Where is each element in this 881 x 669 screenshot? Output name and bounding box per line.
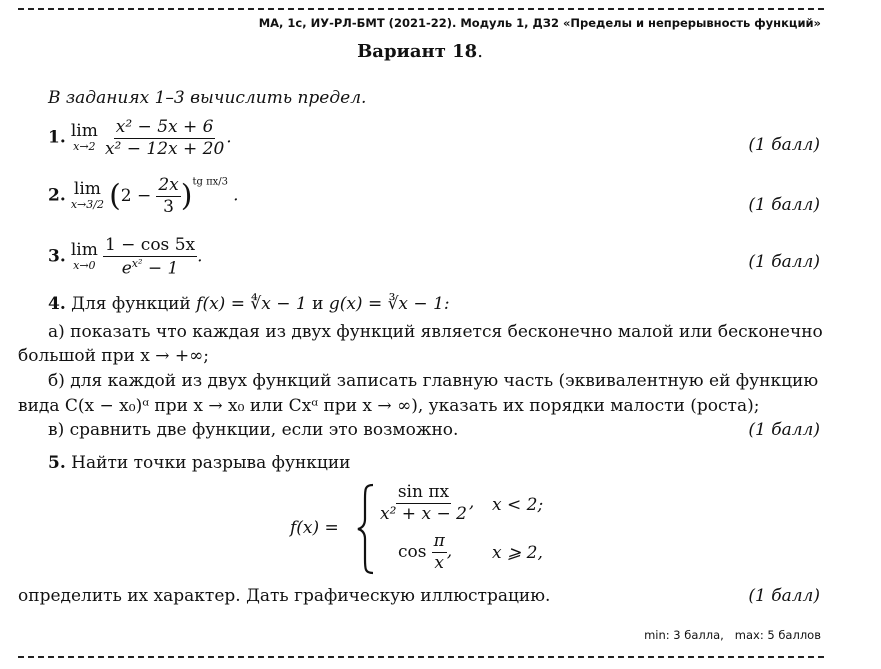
variant-dot: . <box>477 41 483 62</box>
task-number: 2. <box>48 185 66 206</box>
task-1-points: (1 балл) <box>748 135 820 155</box>
case-2-condition: x ⩾ 2, <box>492 543 543 563</box>
task-4-points: (1 балл) <box>748 420 820 440</box>
case-1: $\frac{\text{sin πx}}{\text{x² + x − 2}}$ , <box>380 482 475 524</box>
case-2-function: cos <box>398 542 427 563</box>
limit-subscript: x→2 <box>73 140 96 154</box>
function-g: g(x) = ∛x − 1: <box>328 294 450 314</box>
task-4b-line-2: вида C(x − x₀)ᵅ при x → x₀ или Cxᵅ при x → ∞), указать их порядки малости (роста); <box>18 396 760 416</box>
bottom-dashed-rule <box>18 656 824 658</box>
task-number: 1. <box>48 127 66 148</box>
case-2-denominator: x <box>434 552 444 573</box>
period: . <box>197 246 203 267</box>
task-4-heading <box>48 294 450 314</box>
task-5-closing: определить их характер. Дать графическую иллюстрацию. <box>18 586 551 606</box>
piecewise-lhs: f(x) = <box>290 518 339 538</box>
task-4a-line-1: а) показать что каждая из двух функций является бесконечно малой или бесконечно <box>48 322 823 342</box>
top-dashed-rule <box>18 8 824 10</box>
variant-label: Вариант 18 <box>357 41 478 62</box>
case-2-fraction <box>432 532 447 572</box>
case-1-condition: x < 2; <box>492 495 544 515</box>
task-5-points: (1 балл) <box>748 586 820 606</box>
period: . <box>233 185 239 206</box>
exponent: tg πx/3 <box>192 176 229 188</box>
score-summary: min: 3 балла, max: 5 баллов <box>644 628 821 642</box>
task-4c: в) сравнить две функции, если это возможно. <box>48 420 459 440</box>
task-number: 3. <box>48 246 66 267</box>
task-number: 4. <box>48 294 66 314</box>
task-5-heading <box>48 453 351 473</box>
task-number: 5. <box>48 453 66 473</box>
function-f: f(x) = ∜x − 1 <box>196 294 307 314</box>
task-1 <box>48 118 232 158</box>
task-2-points: (1 балл) <box>748 195 820 215</box>
limit-operator: lim x→0 <box>70 239 98 272</box>
fraction <box>103 118 226 158</box>
limit-operator: lim x→2 <box>70 121 98 154</box>
task-5-lead: Найти точки разрыва функции <box>71 453 351 473</box>
course-header: МА, 1с, ИУ-РЛ-БМТ (2021-22). Модуль 1, ДЗ2 «Пределы и непрерывность функций» <box>258 16 821 30</box>
task-4a-line-2: большой при x → +∞; <box>18 346 210 366</box>
task-3-points: (1 балл) <box>748 252 820 272</box>
task-4b-line-1: б) для каждой из двух функций записать главную часть (эквивалентную ей функцию <box>48 371 819 391</box>
case-1-denominator: x² + x − 2 <box>380 503 467 524</box>
case-1-numerator: sin πx <box>397 482 450 502</box>
left-brace <box>355 483 377 575</box>
conjunction: и <box>312 294 324 314</box>
variant-title <box>0 41 840 62</box>
numerator: x² − 5x + 6 <box>115 117 214 137</box>
fraction: $\frac{2x}{3}$ <box>158 175 179 217</box>
case-2-numerator: π <box>433 531 445 551</box>
period: . <box>226 127 232 148</box>
limit-operator: lim x→3/2 <box>70 179 104 212</box>
task-4-lead: Для функций <box>71 294 191 314</box>
instructions: В заданиях 1–3 вычислить предел. <box>48 88 367 108</box>
case-2: cos $\frac{\pi}{x}$ , <box>398 531 453 573</box>
case-1-fraction <box>378 483 469 523</box>
limit-subscript: x→0 <box>73 258 96 272</box>
task-3 <box>48 236 203 278</box>
task-2: 2. lim x→3/2 (2 − $\frac{2x}{3}$ )$^{tg \pi x/3}$ . <box>48 175 239 217</box>
fraction: $\frac{1 - \cos 5x}{e^{x^2} - 1}$ <box>104 235 196 279</box>
denominator: x² − 12x + 20 <box>104 138 225 159</box>
numerator: 1 − cos 5x <box>104 235 196 255</box>
limit-subscript: x→3/2 <box>70 198 104 212</box>
